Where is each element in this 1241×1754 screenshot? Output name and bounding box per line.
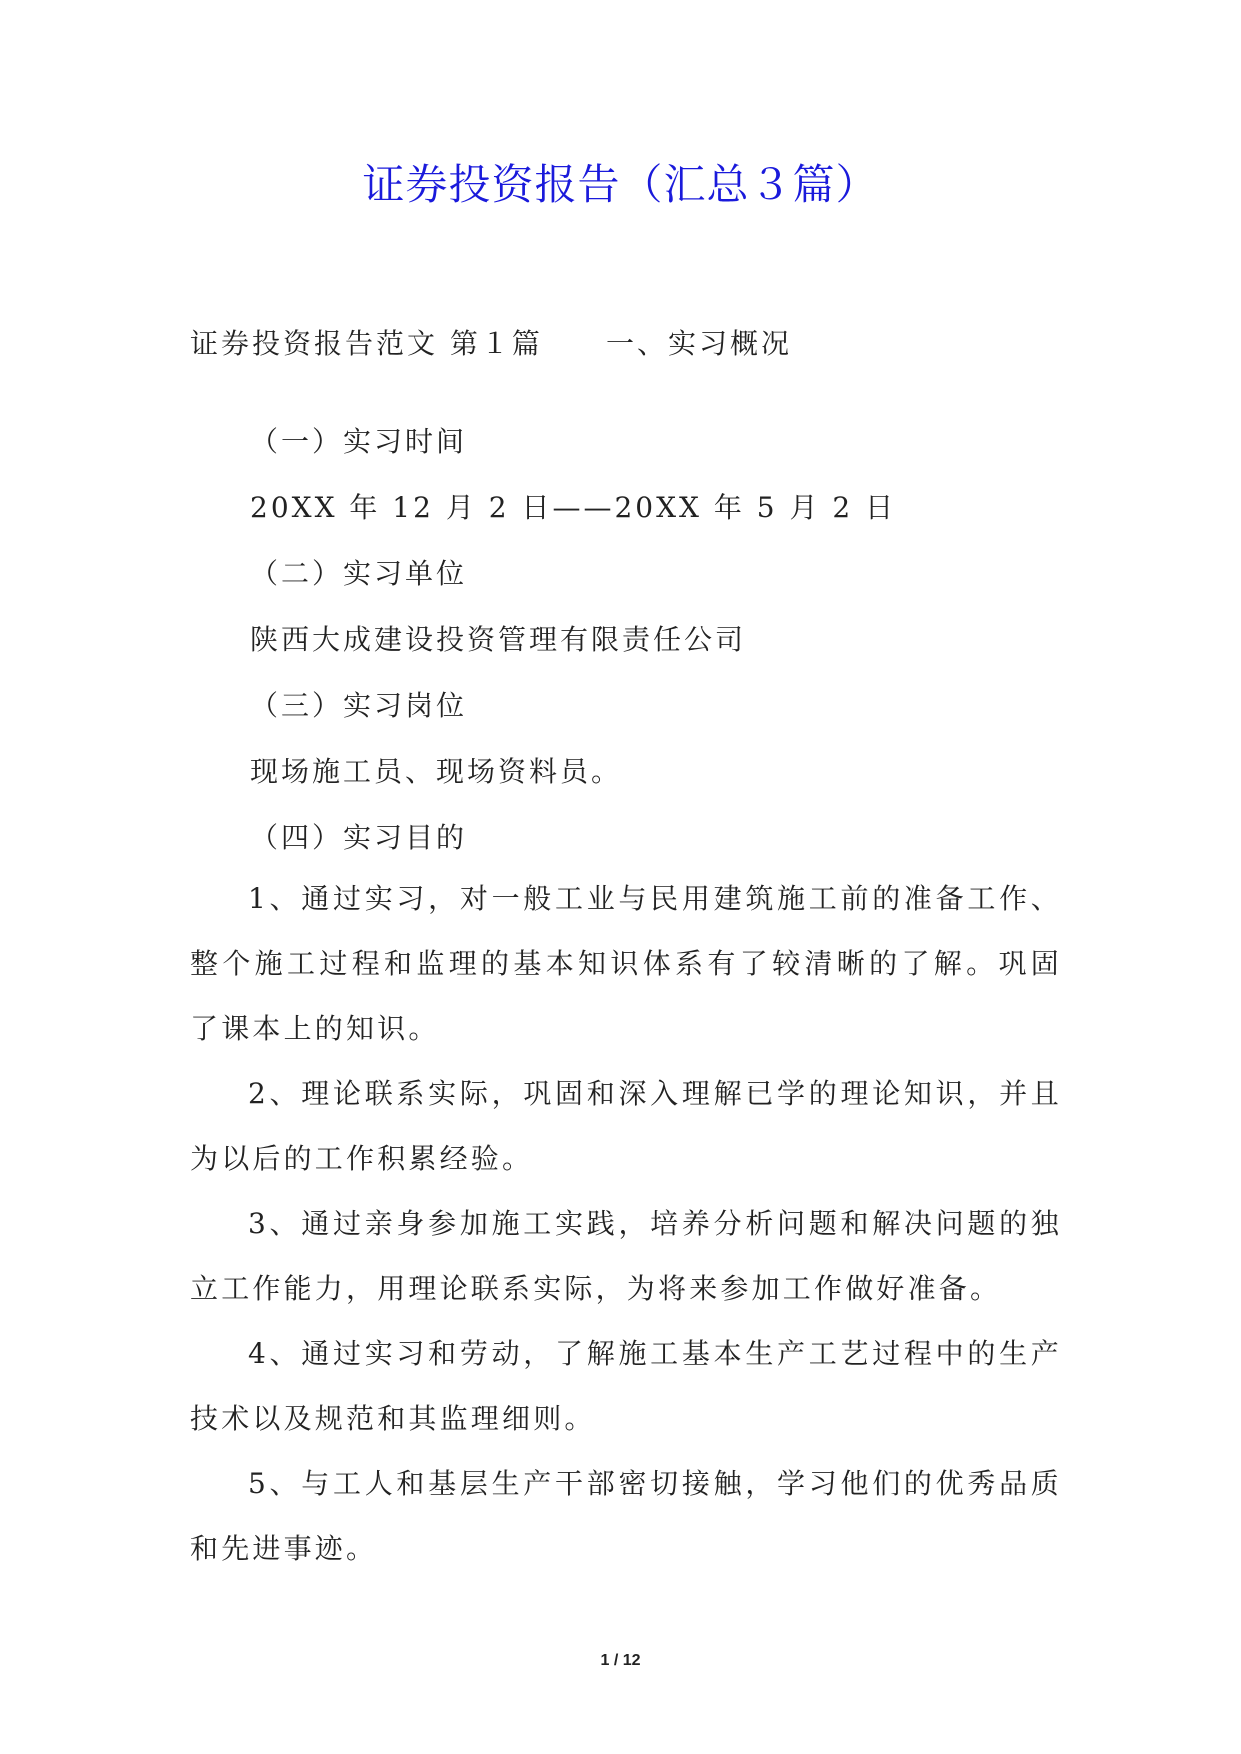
purpose-paragraph-2: 2、理论联系实际，巩固和深入理解已学的理论知识，并且为以后的工作积累经验。: [190, 1077, 1062, 1175]
page-number: 1 / 12: [600, 1652, 641, 1669]
purpose-paragraph-1: 1、通过实习，对一般工业与民用建筑施工前的准备工作、整个施工过程和监理的基本知识体系有了较清晰的了解。巩固了课本上的知识。: [190, 882, 1062, 1045]
subheading-internship-purpose: （四）实习目的: [250, 821, 468, 854]
document-title: 证券投资报告（汇总３篇）: [362, 160, 879, 209]
subheading-internship-unit: （二）实习单位: [250, 557, 468, 590]
section-heading: 一、实习概况: [606, 327, 793, 360]
part-label: 证券投资报告范文 第１篇: [190, 327, 543, 360]
subheading-internship-position: （三）实习岗位: [250, 689, 468, 722]
purpose-paragraph-5: 5、与工人和基层生产干部密切接触，学习他们的优秀品质和先进事迹。: [190, 1467, 1062, 1565]
internship-position: 现场施工员、现场资料员。: [250, 755, 623, 788]
subheading-internship-time: （一）实习时间: [250, 425, 468, 458]
purpose-paragraph-3: 3、通过亲身参加施工实践，培养分析问题和解决问题的独立工作能力，用理论联系实际，为将来参加工作做好准备。: [190, 1207, 1062, 1305]
internship-unit-name: 陕西大成建设投资管理有限责任公司: [250, 623, 747, 656]
internship-dates: 20XX 年 12 月 2 日——20XX 年 5 月 2 日: [250, 491, 897, 524]
purpose-paragraph-4: 4、通过实习和劳动，了解施工基本生产工艺过程中的生产技术以及规范和其监理细则。: [190, 1337, 1062, 1435]
